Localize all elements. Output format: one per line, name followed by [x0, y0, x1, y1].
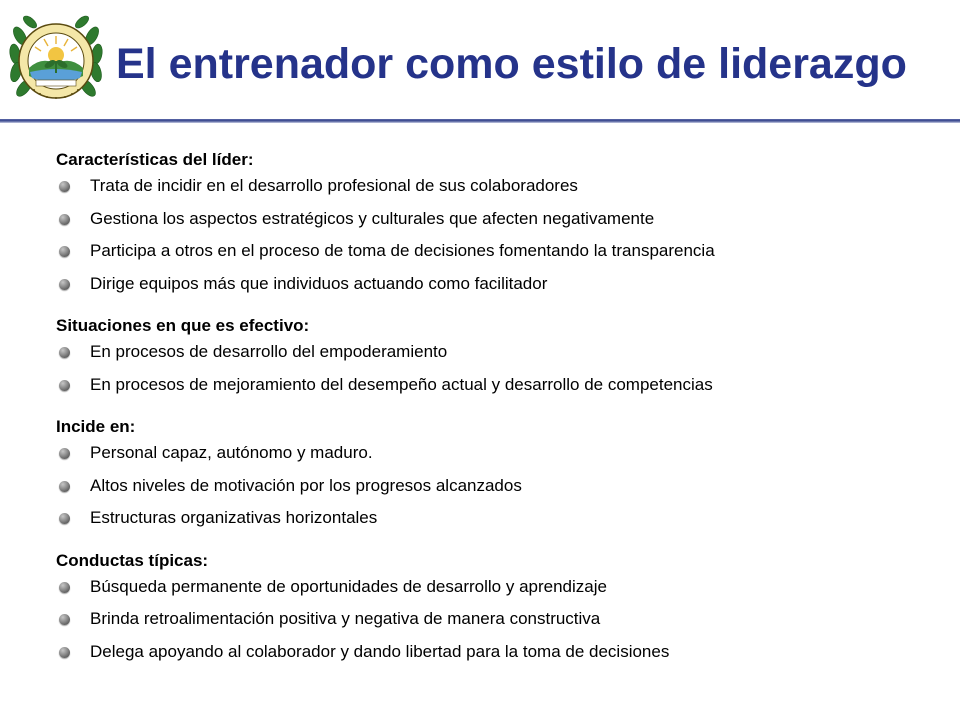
list-item: [56, 443, 936, 476]
list-item-text: Participa a otros en el proceso de toma de decisiones fomentando la transparencia: [90, 241, 715, 260]
section-lider: [56, 150, 936, 306]
list-item: [56, 508, 936, 541]
list-item-text: Brinda retroalimentación positiva y negativa de manera constructiva: [90, 609, 601, 628]
bullet-icon: [59, 614, 70, 625]
list-item: [56, 241, 936, 274]
list-item: [56, 476, 936, 509]
list-item: [56, 375, 936, 408]
list-item: [56, 577, 936, 610]
list-item: [56, 209, 936, 242]
section-heading: Características del líder:: [56, 150, 254, 169]
list-item-text: Delega apoyando al colaborador y dando libertad para la toma de decisiones: [90, 641, 670, 661]
list-item-text: Búsqueda permanente de oportunidades de desarrollo y aprendizaje: [90, 576, 607, 596]
list-item: [56, 274, 936, 307]
section-incide: [56, 417, 936, 541]
university-seal-icon: [6, 6, 106, 120]
bullet-icon: [59, 513, 70, 524]
list-item-text: Personal capaz, autónomo y maduro.: [90, 443, 373, 462]
header-rule: [0, 119, 960, 123]
list-item: [56, 609, 936, 642]
bullet-icon: [59, 448, 70, 459]
section-conductas: [56, 551, 936, 675]
list-item-text: Altos niveles de motivación por los progresos alcanzados: [90, 475, 522, 495]
list-item: [56, 642, 936, 675]
list-item: [56, 342, 936, 375]
section-situaciones: [56, 316, 936, 407]
bullet-icon: [59, 214, 70, 225]
bullet-icon: [59, 481, 70, 492]
bullet-icon: [59, 279, 70, 290]
list-item: [56, 176, 936, 209]
section-heading: Situaciones en que es efectivo:: [56, 316, 310, 335]
list-item-text: Trata de incidir en el desarrollo profesional de sus colaboradores: [90, 176, 578, 195]
bullet-icon: [59, 347, 70, 358]
bullet-icon: [59, 181, 70, 192]
slide-header: [0, 0, 960, 130]
list-item-text: Gestiona los aspectos estratégicos y culturales que afecten negativamente: [90, 208, 655, 228]
section-heading: Conductas típicas:: [56, 550, 209, 570]
section-heading: Incide en:: [56, 417, 136, 436]
list-item-text: Estructuras organizativas horizontales: [90, 508, 378, 527]
list-item-text: En procesos de mejoramiento del desempeño actual y desarrollo de competencias: [90, 374, 713, 394]
slide-title: El entrenador como estilo de liderazgo: [116, 40, 907, 88]
bullet-icon: [59, 647, 70, 658]
bullet-icon: [59, 582, 70, 593]
slide-content: [56, 150, 936, 684]
bullet-icon: [59, 380, 70, 391]
list-item-text: En procesos de desarrollo del empoderamiento: [90, 342, 448, 361]
bullet-icon: [59, 246, 70, 257]
list-item-text: Dirige equipos más que individuos actuando como facilitador: [90, 273, 548, 293]
